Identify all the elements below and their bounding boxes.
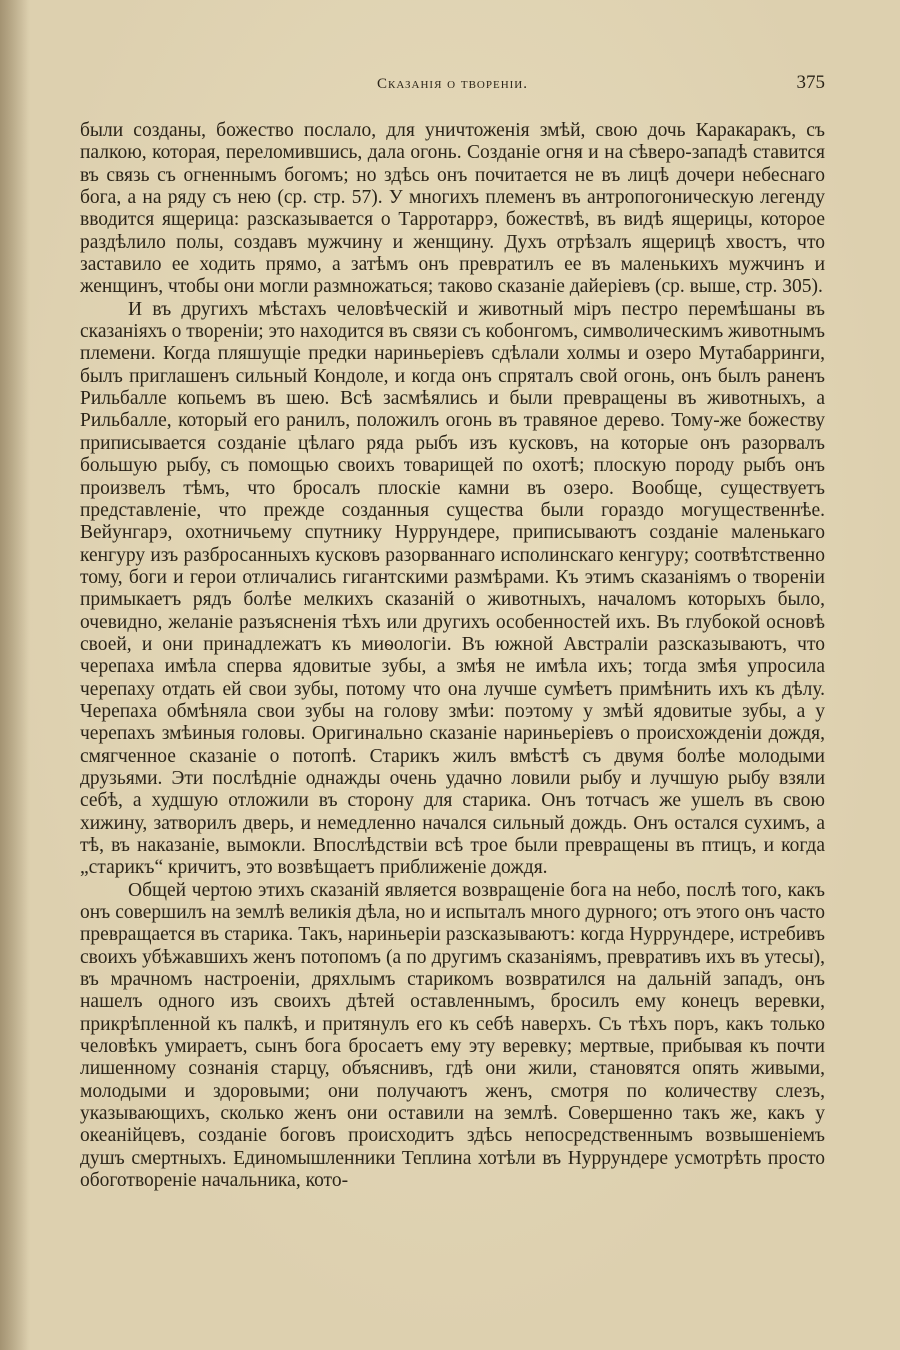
body-text [80,120,825,1193]
page-number: 375 [796,72,825,93]
paragraph: Общей чертою этихъ сказаній является возвращеніе бога на небо, послѣ того, какъ онъ совершилъ на землѣ великія дѣла, но и испыталъ много дурного; отъ этого онъ часто превращается въ старика. Такъ, нариньеріи разсказываютъ: когда Нуррундере, истребивъ своихъ убѣжавшихъ женъ потопомъ (а по другимъ сказаніямъ, превративъ ихъ въ утесы), въ мрачномъ настроеніи, дряхлымъ старикомъ возвратился на дальній западъ, онъ нашелъ одного изъ своихъ дѣтей оставленнымъ, бросилъ ему конецъ веревки, прикрѣпленной къ палкѣ, и притянулъ его къ себѣ наверхъ. Съ тѣхъ поръ, какъ только человѣкъ умираетъ, сынъ бога бросаетъ ему эту веревку; мертвые, прибывая къ почти лишенному сознанія старцу, объяснивъ, гдѣ они жили, становятся опять живыми, молодыми и здоровыми; они получаютъ женъ, смотря по количеству слезъ, указывающихъ, сколько женъ они оставили на землѣ. Совершенно такъ же, какъ у океанійцевъ, созданіе боговъ происходитъ здѣсь непосредственнымъ возвышеніемъ душъ смертныхъ. Единомышленники Теплина хотѣли въ Нуррундере усмотрѣть просто обоготвореніе начальника, кото- [80,879,825,1192]
paragraph: были созданы, божество послало, для уничтоженія змѣй, свою дочь Каракаракъ, съ палкою, которая, переломившись, дала огонь. Созданіе огня и на сѣверо-западѣ ставится въ связь съ огненнымъ богомъ; но здѣсь онъ почитается не въ лицѣ дочери небеснаго бога, а на ряду съ нею (ср. стр. 57). У многихъ племенъ въ антропогоническую легенду вводится ящерица: разсказывается о Тарротаррэ, божествѣ, въ видѣ ящерицы, которое раздѣлило полы, создавъ мужчину и женщину. Духъ отрѣзалъ ящерицѣ хвостъ, что заставило ее ходить прямо, а затѣмъ онъ превратилъ ее въ маленькихъ мужчинъ и женщинъ, чтобы они могли размножаться; таково сказаніе дайеріевъ (ср. выше, стр. 305). [80,120,825,298]
paragraph: И въ другихъ мѣстахъ человѣческій и животный міръ пестро перемѣшаны въ сказаніяхъ о твореніи; это находится въ связи съ кобонгомъ, символическимъ животнымъ племени. Когда пляшущіе предки нариньеріевъ сдѣлали холмы и озеро Мутабарринги, былъ приглашенъ сильный Кондоле, и когда онъ спряталъ свой огонь, онъ былъ раненъ Рильбалле копьемъ въ шею. Всѣ засмѣялись и были превращены въ животныхъ, а Рильбалле, который его ранилъ, положилъ огонь въ травяное дерево. Тому-же божеству приписывается созданіе цѣлаго ряда рыбъ изъ кусковъ, на которые онъ разорвалъ большую рыбу, съ помощью своихъ товарищей по охотѣ; плоскую породу рыбъ онъ произвелъ тѣмъ, что бросалъ плоскіе камни въ озеро. Вообще, существуетъ представленіе, что прежде созданныя существа были гораздо могущественнѣе. Вейунгарэ, охотничьему спутнику Нуррундере, приписываютъ созданіе маленькаго кенгуру изъ разбросанныхъ кусковъ разорваннаго исполинскаго кенгуру; соотвѣтственно тому, боги и герои отличались гигантскими размѣрами. Къ этимъ сказаніямъ о твореніи примыкаетъ рядъ болѣе мелкихъ сказаній о животныхъ, началомъ которыхъ было, очевидно, желаніе разъясненія тѣхъ или другихъ особенностей ихъ. Въ глубокой основѣ своей, и они принадлежатъ къ миѳологіи. Въ южной Австраліи разсказываютъ, что черепаха имѣла сперва ядовитые зубы, а змѣя не имѣла ихъ; тогда змѣя упросила черепаху отдать ей свои зубы, потому что она лучше сумѣетъ примѣнить ихъ къ дѣлу. Черепаха обмѣняла свои зубы на голову змѣи: поэтому у змѣй ядовитые зубы, а у черепахъ змѣиныя головы. Оригинально сказаніе нариньеріевъ о происхожденіи дождя, смягченное сказаніе о потопѣ. Старикъ жилъ вмѣстѣ съ двумя болѣе молодыми друзьями. Эти послѣдніе однажды очень удачно ловили рыбу и лучшую рыбу взяли себѣ, а худшую отложили въ сторону для старика. Онъ тотчасъ же ушелъ въ свою хижину, затворилъ дверь, и немедленно начался сильный дождь. Онъ остался сухимъ, а тѣ, въ наказаніе, вымокли. Впослѣдствіи всѣ трое были превращены въ птицъ, и когда „старикъ“ кричитъ, это возвѣщаетъ приближеніе дождя. [80,298,825,879]
page-binding-shadow [0,0,30,1350]
running-title: Сказанія о твореніи. [377,76,528,92]
page-header [80,72,825,102]
